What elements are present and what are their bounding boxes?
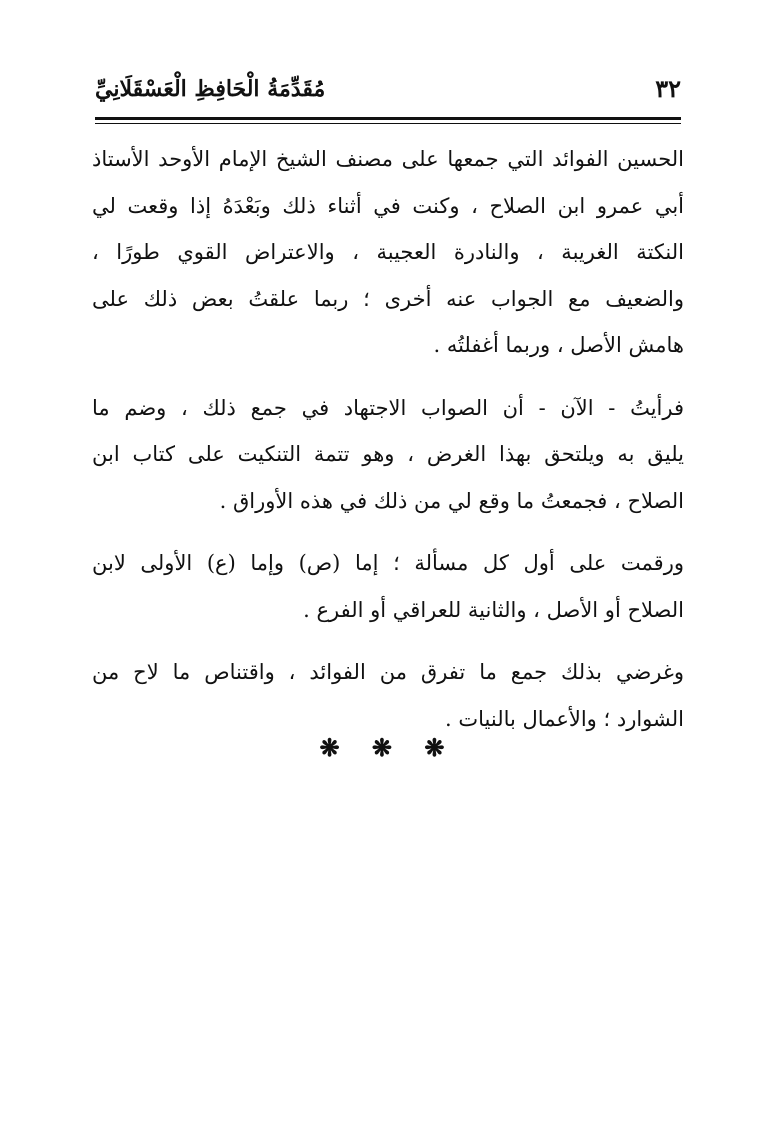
text-line: يليق به ويلتحق بهذا الغرض ، وهو تتمة التنكيت على كتاب ابن — [92, 442, 684, 466]
running-title: مُقَدِّمَةُ الْحَافِظِ الْعَسْقَلَانِيِّ — [95, 76, 326, 102]
text-line: الصلاح أو الأصل ، والثانية للعراقي أو الفرع . — [303, 597, 684, 622]
header-rule-thin — [95, 123, 681, 124]
page-header — [95, 72, 681, 112]
paragraph-4 — [92, 649, 684, 742]
text-line: والضعيف مع الجواب عنه أخرى ؛ ربما علقتُ بعض ذلك على — [92, 286, 684, 311]
paragraph-3 — [92, 540, 684, 633]
text-line: أبي عمرو ابن الصلاح ، وكنت في أثناء ذلك وبَعْدَهُ إذا وقعت لي — [92, 193, 684, 218]
text-line: وغرضي بذلك جمع ما تفرق من الفوائد ، واقتناص ما لاح من — [92, 660, 684, 684]
text-line: النكتة الغريبة ، والنادرة العجيبة ، والاعتراض القوي طورًا ، — [92, 240, 684, 264]
section-separator: ❋ ❋ ❋ — [319, 733, 457, 762]
paragraph-1 — [92, 136, 684, 369]
text-line: فرأيتُ - الآن - أن الصواب الاجتهاد في جمع ذلك ، وضم ما — [92, 395, 684, 420]
text-line: الحسين الفوائد التي جمعها على مصنف الشيخ الإمام الأوحد الأستاذ — [92, 147, 684, 171]
paragraph-2 — [92, 385, 684, 525]
text-line: ورقمت على أول كل مسألة ؛ إما (ص) وإما (ع) الأولى لابن — [92, 551, 684, 575]
text-line: الشوارد ؛ والأعمال بالنيات . — [445, 706, 684, 731]
header-rule — [95, 117, 681, 120]
body-text — [92, 136, 684, 758]
page-number: ٣٢ — [655, 74, 681, 103]
text-line: هامش الأصل ، وربما أغفلتُه . — [433, 333, 684, 357]
text-line: الصلاح ، فجمعتُ ما وقع لي من ذلك في هذه الأوراق . — [219, 488, 684, 513]
